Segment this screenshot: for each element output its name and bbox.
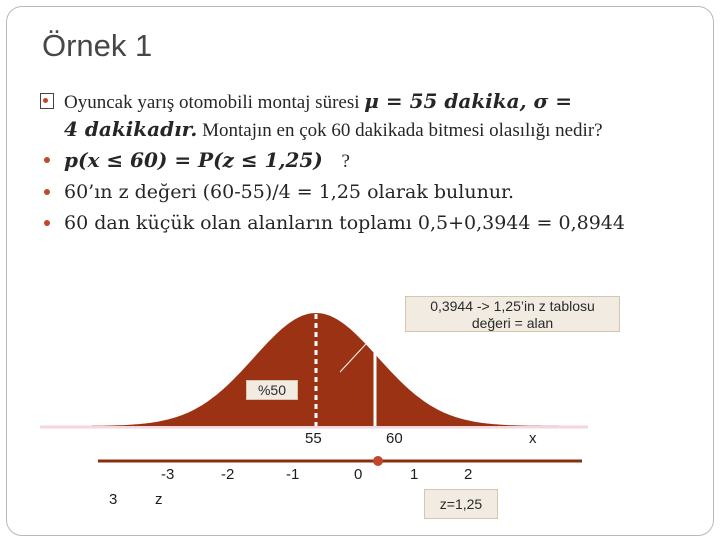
z-tick: -1 bbox=[286, 466, 300, 483]
callout-line-1: 0,3944 -> 1,25’in z tablosu bbox=[430, 298, 595, 314]
problem-text: Oyuncak yarış otomobili montaj süresi bbox=[64, 92, 365, 113]
percent-fifty-label: %50 bbox=[246, 380, 298, 400]
z-tick: -3 bbox=[161, 466, 175, 483]
z-axis-name: z bbox=[155, 491, 163, 508]
problem-mean-sigma: μ = 55 dakika, σ = bbox=[364, 89, 572, 113]
z-tick: 0 bbox=[354, 466, 363, 483]
z-value-text: 60’ın z değeri (60-55)/4 = 1,25 olarak bulunur. bbox=[64, 181, 515, 203]
z-tick: 1 bbox=[410, 466, 419, 483]
problem-question: Montajın en çok 60 dakikada bitmesi olasılığı nedir? bbox=[197, 120, 603, 141]
total-area-text: 60 dan küçük olan alanların toplamı 0,5+0,3944 = 0,8944 bbox=[64, 212, 625, 234]
probability-question-mark: ? bbox=[341, 151, 350, 172]
slide-title: Örnek 1 bbox=[42, 28, 153, 63]
z-tick: -2 bbox=[221, 466, 235, 483]
x-label-sixty: 60 bbox=[386, 430, 403, 447]
table-value-callout bbox=[405, 296, 620, 332]
probability-expression: p(x ≤ 60) = P(z ≤ 1,25) bbox=[64, 148, 323, 172]
x-axis-name: x bbox=[529, 430, 537, 447]
z-value-box: z=1,25 bbox=[424, 489, 498, 519]
z-tick: 2 bbox=[464, 466, 473, 483]
callout-line-2: değeri = alan bbox=[471, 315, 554, 331]
x-label-mean: 55 bbox=[305, 430, 322, 447]
problem-sigma-value: 4 dakikadır. bbox=[64, 117, 198, 141]
z-tick-left: 3 bbox=[109, 491, 118, 508]
z-marker-dot bbox=[373, 456, 383, 466]
